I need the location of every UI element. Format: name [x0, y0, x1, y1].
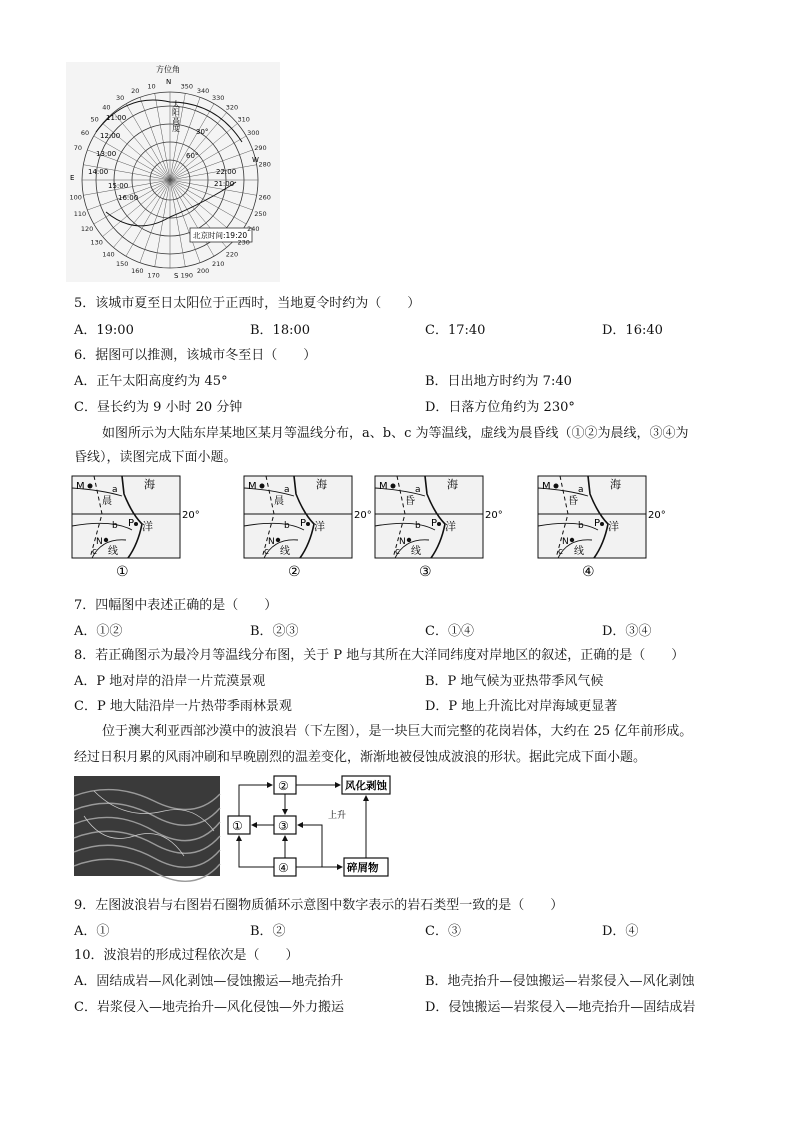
sun-path-figure — [66, 62, 280, 282]
time-label: 12:00 — [100, 132, 121, 140]
wave-rock-photo — [74, 776, 220, 876]
isotherm-maps — [72, 474, 666, 582]
q5-option-d[interactable]: D．16:40 — [602, 323, 663, 338]
sea-label: 海 — [144, 478, 155, 491]
azimuth-number: 120 — [80, 225, 94, 233]
isotherm-b-label: b — [284, 521, 290, 531]
uplift-label: 上升 — [328, 811, 347, 821]
azimuth-number: 60 — [80, 129, 90, 137]
q9-option-c[interactable]: C．③ — [425, 924, 461, 939]
alt-60-label: 60° — [186, 152, 199, 160]
terminator-word-1: 晨 — [274, 496, 284, 507]
azimuth-number: 330 — [212, 93, 225, 102]
azimuth-number: 230 — [237, 238, 250, 247]
ocean-label: 洋 — [608, 520, 619, 533]
ocean-label: 洋 — [445, 520, 456, 533]
map-number: ① — [116, 564, 129, 580]
alt-30-label: 30° — [196, 128, 209, 136]
intro3-line1: 位于澳大利亚西部沙漠中的波浪岩（下左图），是一块巨大而完整的花岗岩体，大约在 25 亿年前形成。 — [102, 724, 693, 739]
terminator-word-1: 晨 — [102, 496, 112, 507]
beijing-time-label: 北京时间:19:20 — [193, 231, 248, 240]
sun-path-chart — [66, 62, 280, 282]
q8-option-a[interactable]: A．P 地对岸的沿岸一片荒漠景观 — [74, 674, 266, 689]
azimuth-number: 160 — [131, 267, 144, 276]
rock-1: ① — [232, 819, 243, 833]
point-p-label: P — [300, 518, 307, 529]
azimuth-number: 110 — [73, 209, 87, 218]
azimuth-number: 50 — [90, 115, 99, 124]
isotherm-map-panel — [72, 476, 200, 580]
terminator-word-2: 线 — [574, 546, 584, 557]
point-n-label: N — [562, 537, 569, 547]
isotherm-maps-svg — [72, 474, 666, 582]
time-label: 14:00 — [88, 168, 109, 176]
azimuth-number: 140 — [102, 250, 115, 259]
azimuth-number: 130 — [90, 238, 103, 247]
q9-option-b[interactable]: B．② — [250, 924, 286, 939]
isotherm-map-panel — [244, 476, 372, 580]
azimuth-number: 190 — [180, 271, 194, 280]
azimuth-number: 170 — [147, 271, 160, 280]
q5-option-c[interactable]: C．17:40 — [425, 323, 486, 338]
isotherm-c-label: c — [264, 547, 269, 557]
isotherm-map-panel — [538, 476, 666, 580]
azimuth-label: 方位角 — [156, 65, 180, 74]
isotherm-b-label: b — [578, 521, 584, 531]
sun-altitude-label: 太阳高度 — [171, 100, 181, 132]
isotherm-a-label: a — [415, 485, 421, 495]
q7-option-a[interactable]: A．①② — [74, 624, 123, 639]
azimuth-number: 150 — [116, 260, 129, 269]
west-label: W — [252, 156, 259, 164]
rock-4: ④ — [278, 861, 289, 875]
point-p-label: P — [431, 518, 438, 529]
q10-option-c[interactable]: C．岩浆侵入—地壳抬升—风化侵蚀—外力搬运 — [74, 1000, 344, 1015]
point-m-label: M — [76, 481, 85, 492]
map-number: ④ — [582, 564, 595, 580]
isotherm-a-label: a — [112, 485, 118, 495]
q10-option-d[interactable]: D．侵蚀搬运—岩浆侵入—地壳抬升—固结成岩 — [425, 1000, 696, 1015]
q6-option-c[interactable]: C．昼长约为 9 小时 20 分钟 — [74, 400, 243, 415]
latitude-20-label: 20° — [354, 510, 372, 521]
isotherm-map-panel — [375, 476, 503, 580]
terminator-word-2: 线 — [411, 546, 421, 557]
azimuth-number: 100 — [69, 193, 82, 202]
q7-option-c[interactable]: C．①④ — [425, 624, 474, 639]
q10-stem: 10．波浪岩的形成过程依次是（ ） — [74, 948, 299, 963]
point-n-label: N — [96, 537, 103, 547]
q6-option-a[interactable]: A．正午太阳高度约为 45° — [74, 374, 228, 389]
sea-label: 海 — [316, 478, 327, 491]
point-n-label: N — [399, 537, 406, 547]
east-label: E — [70, 174, 75, 182]
q6-option-d[interactable]: D．日落方位角约为 230° — [425, 400, 575, 415]
azimuth-number: 340 — [196, 86, 210, 95]
q9-option-a[interactable]: A．① — [74, 924, 110, 939]
azimuth-number: 20 — [131, 86, 140, 95]
intro3-line2: 经过日积月累的风雨冲刷和早晚剧烈的温差变化，渐渐地被侵蚀成波浪的形状。据此完成下面小题。 — [74, 750, 647, 765]
sea-label: 海 — [610, 478, 621, 491]
q5-option-a[interactable]: A．19:00 — [74, 323, 134, 338]
north-label: N — [166, 78, 172, 86]
azimuth-number: 210 — [212, 260, 225, 269]
q8-stem: 8．若正确图示为最冷月等温线分布图，关于 P 地与其所在大洋同纬度对岸地区的叙述，正确的是（ ） — [74, 648, 685, 663]
terminator-word-1: 昏 — [568, 496, 578, 507]
azimuth-number: 320 — [225, 103, 239, 112]
time-label: 13:00 — [96, 150, 117, 158]
azimuth-number: 260 — [258, 193, 271, 202]
azimuth-number: 220 — [225, 250, 239, 259]
time-label: 22:00 — [216, 168, 237, 176]
azimuth-number: 290 — [254, 144, 267, 153]
ocean-label: 洋 — [142, 520, 153, 533]
point-p-label: P — [594, 518, 601, 529]
terminator-word-2: 线 — [108, 546, 118, 557]
isotherm-c-label: c — [92, 547, 97, 557]
isotherm-b-label: b — [112, 521, 118, 531]
azimuth-number: 350 — [180, 82, 194, 91]
azimuth-number: 310 — [237, 115, 250, 124]
q9-option-d[interactable]: D．④ — [602, 924, 639, 939]
azimuth-number: 200 — [196, 267, 210, 276]
q7-stem: 7．四幅图中表述正确的是（ ） — [74, 598, 278, 613]
time-label: 21:00 — [214, 180, 235, 188]
map-number: ③ — [419, 564, 432, 580]
time-label: 16:00 — [118, 194, 139, 202]
isotherm-a-label: a — [578, 485, 584, 495]
point-m-label: M — [379, 481, 388, 492]
azimuth-number: 10 — [147, 82, 156, 91]
q8-option-b[interactable]: B．P 地气候为亚热带季风气候 — [425, 674, 604, 689]
azimuth-number: 280 — [258, 160, 271, 169]
q9-stem: 9．左图波浪岩与右图岩石圈物质循环示意图中数字表示的岩石类型一致的是（ ） — [74, 898, 564, 913]
latitude-20-label: 20° — [485, 510, 503, 521]
isotherm-b-label: b — [415, 521, 421, 531]
q8-option-d[interactable]: D．P 地上升流比对岸海域更显著 — [425, 699, 618, 714]
time-label: 11:00 — [106, 114, 127, 122]
q10-option-b[interactable]: B．地壳抬升—侵蚀搬运—岩浆侵入—风化剥蚀 — [425, 974, 695, 989]
azimuth-number: 40 — [102, 103, 111, 112]
q5-option-b[interactable]: B．18:00 — [250, 323, 311, 338]
q7-option-d[interactable]: D．③④ — [602, 624, 652, 639]
isotherm-c-label: c — [558, 547, 563, 557]
sea-label: 海 — [447, 478, 458, 491]
rock-3: ③ — [278, 819, 289, 833]
azimuth-number: 70 — [73, 144, 83, 153]
intro2-line1: 如图所示为大陆东岸某地区某月等温线分布，a、b、c 为等温线，虚线为晨昏线（①②为晨线，③④为 — [102, 426, 689, 441]
rock-cycle-diagram — [224, 772, 394, 880]
time-label: 15:00 — [108, 182, 129, 190]
ocean-label: 洋 — [314, 520, 325, 533]
intro2-line2: 昏线），读图完成下面小题。 — [74, 450, 237, 465]
azimuth-number: 300 — [247, 129, 260, 137]
q8-option-c[interactable]: C．P 地大陆沿岸一片热带季雨林景观 — [74, 699, 292, 714]
q10-option-a[interactable]: A．固结成岩—风化剥蚀—侵蚀搬运—地壳抬升 — [74, 974, 344, 989]
terminator-word-1: 昏 — [405, 496, 415, 507]
point-p-label: P — [128, 518, 135, 529]
azimuth-number: 250 — [254, 209, 267, 218]
q5-stem: 5．该城市夏至日太阳位于正西时，当地夏令时约为（ ） — [74, 296, 421, 311]
azimuth-number: 240 — [247, 225, 260, 233]
terminator-word-2: 线 — [280, 546, 290, 557]
point-n-label: N — [268, 537, 275, 547]
rock-2: ② — [278, 779, 289, 793]
map-number: ② — [288, 564, 301, 580]
point-m-label: M — [248, 481, 257, 492]
isotherm-c-label: c — [395, 547, 400, 557]
point-m-label: M — [542, 481, 551, 492]
q6-stem: 6．据图可以推测，该城市冬至日（ ） — [74, 348, 317, 363]
south-label: S — [174, 272, 179, 280]
sediment-label: 碎屑物 — [347, 862, 379, 874]
latitude-20-label: 20° — [182, 510, 200, 521]
latitude-20-label: 20° — [648, 510, 666, 521]
q7-option-b[interactable]: B．②③ — [250, 624, 299, 639]
azimuth-number: 30 — [116, 93, 125, 102]
isotherm-a-label: a — [284, 485, 290, 495]
q6-option-b[interactable]: B．日出地方时约为 7:40 — [425, 374, 572, 389]
weathering-label: 风化剥蚀 — [345, 780, 387, 792]
